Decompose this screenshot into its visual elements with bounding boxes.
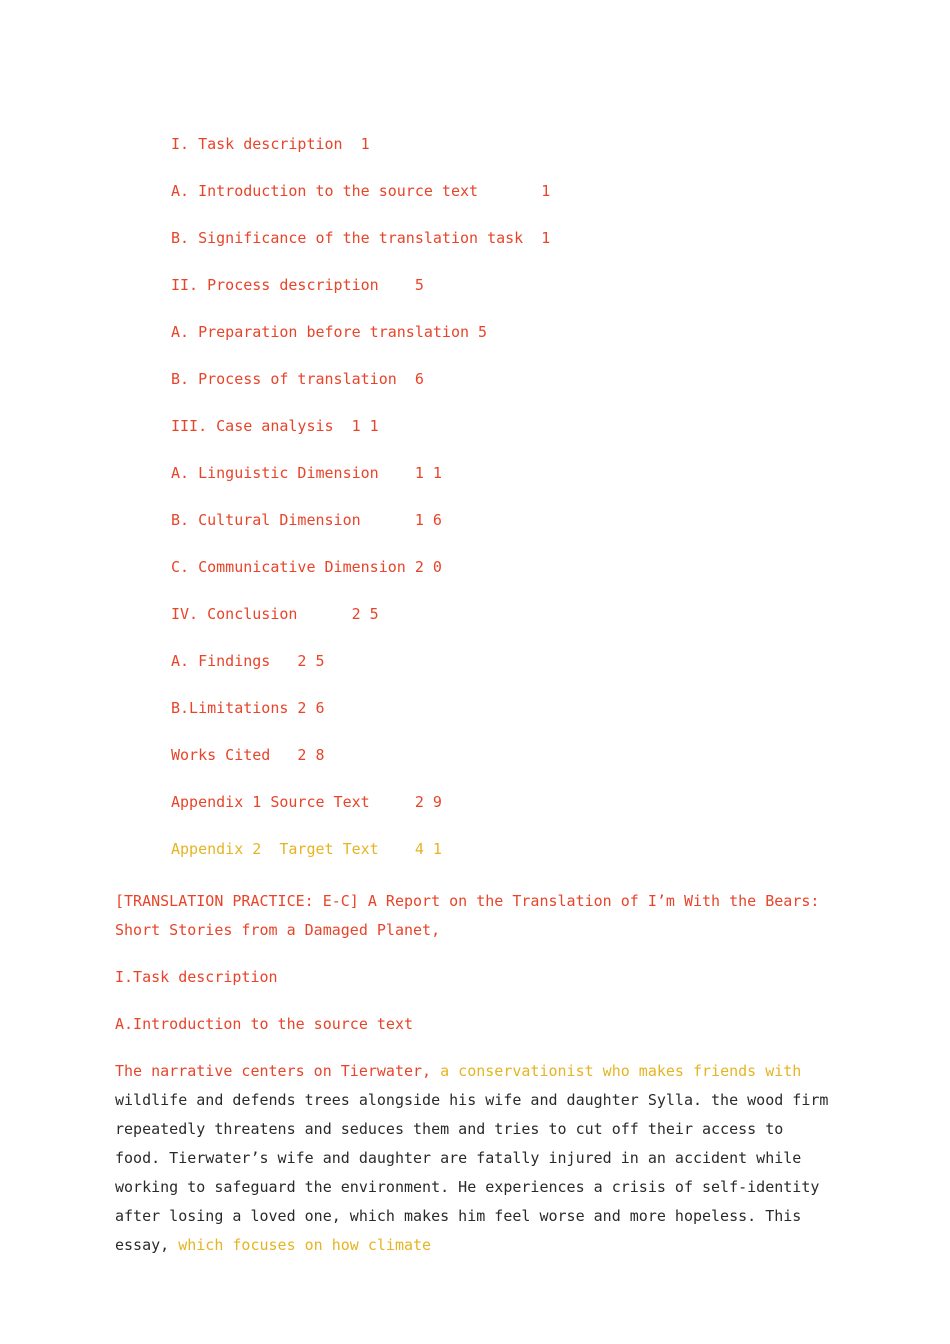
toc-entry: B. Significance of the translation task 1 bbox=[171, 229, 551, 247]
report-title-part: Translation of I’m With the Bears: Short Stories from a Damaged Planet, bbox=[115, 892, 820, 939]
toc-entry: I. Task description 1 bbox=[171, 135, 370, 153]
toc-entry: A. Findings 2 5 bbox=[171, 652, 325, 670]
toc-entry: Appendix 1 Source Text 2 9 bbox=[171, 793, 442, 811]
report-title bbox=[115, 887, 835, 945]
document-body bbox=[115, 887, 835, 1278]
toc-entry: C. Communicative Dimension 2 0 bbox=[171, 558, 442, 576]
toc-entry: A. Linguistic Dimension 1 1 bbox=[171, 464, 442, 482]
body-paragraph bbox=[115, 1057, 835, 1260]
report-title-part: [TRANSLATION PRACTICE: E-C] A Report on the bbox=[115, 892, 504, 910]
toc-entry: B. Process of translation 6 bbox=[171, 370, 424, 388]
toc-entry: A. Introduction to the source text 1 bbox=[171, 182, 551, 200]
section-heading: I.Task description bbox=[115, 968, 278, 986]
subsection-heading: A.Introduction to the source text bbox=[115, 1015, 414, 1033]
paragraph-segment: wildlife and defends trees alongside his wife and daughter Sylla. the wood firm repeatedly threatens and seduces them and tries to cut off their access to food. Tierwater’s wife and daughter are fatally injured in an accident while working to safeguard the environment. He experiences a crisis of self-identity after losing a loved one, which makes him feel worse and more hopeless. This essay, bbox=[115, 1091, 829, 1254]
toc-entry: Works Cited 2 8 bbox=[171, 746, 325, 764]
toc-entry: Appendix 2 Target Text 4 1 bbox=[171, 840, 442, 858]
toc-entry: B. Cultural Dimension 1 6 bbox=[171, 511, 442, 529]
toc-entry: III. Case analysis 1 1 bbox=[171, 417, 379, 435]
toc-entry: IV. Conclusion 2 5 bbox=[171, 605, 379, 623]
toc-entry: II. Process description 5 bbox=[171, 276, 424, 294]
table-of-contents bbox=[171, 134, 550, 886]
toc-entry: B.Limitations 2 6 bbox=[171, 699, 325, 717]
paragraph-segment: a conservationist who makes friends with bbox=[440, 1062, 802, 1080]
paragraph-segment: which focuses on how climate bbox=[178, 1236, 432, 1254]
toc-entry: A. Preparation before translation 5 bbox=[171, 323, 488, 341]
paragraph-segment: The narrative centers on Tierwater, bbox=[115, 1062, 441, 1080]
